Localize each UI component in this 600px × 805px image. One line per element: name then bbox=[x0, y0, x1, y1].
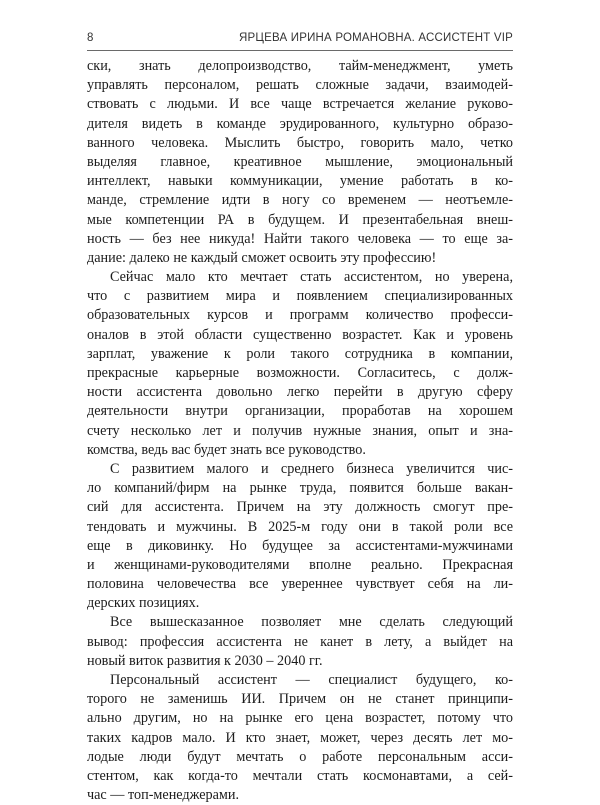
text-line: ванного человека. Мыслить быстро, говорить мало, четко bbox=[87, 134, 513, 151]
text-line: комства, ведь вас будет знать все руководство. bbox=[87, 441, 366, 458]
text-line: ло компаний/фирм на рынке труда, появится больше вакан- bbox=[87, 480, 513, 497]
text-line: новый виток развития к 2030 – 2040 гг. bbox=[87, 652, 323, 669]
paragraph-3 bbox=[87, 460, 513, 614]
text-line: дерских позициях. bbox=[87, 595, 200, 612]
running-title: ЯРЦЕВА ИРИНА РОМАНОВНА. АССИСТЕНТ VIP bbox=[239, 32, 513, 44]
text-line: выделяя главное, креативное мышление, эмоциональный bbox=[87, 153, 513, 170]
paragraph-4 bbox=[87, 613, 513, 671]
text-line: ности ассистента довольно легко перейти в другую сферу bbox=[87, 384, 513, 401]
text-line: оналов в этой области существенно возрастет. Как и уровень bbox=[87, 326, 513, 343]
text-line: ность — без нее никуда! Найти такого человека — то еще за- bbox=[87, 230, 513, 247]
text-line: вывод: профессия ассистента не канет в лету, а выйдет на bbox=[87, 633, 513, 650]
running-head bbox=[87, 32, 513, 50]
text-line: час — топ-менеджерами. bbox=[87, 787, 240, 804]
paragraph-5 bbox=[87, 671, 513, 805]
text-line: зарплат, уважение к роли такого сотрудника в компании, bbox=[87, 345, 513, 362]
text-line: ально другим, но на рынке его цена возрастет, потому что bbox=[87, 710, 513, 727]
text-line: Все вышесказанное позволяет мне сделать следующий bbox=[110, 614, 513, 631]
text-line: стентом, как когда-то мечтали стать космонавтами, а сей- bbox=[87, 767, 513, 784]
paragraph-2 bbox=[87, 268, 513, 460]
text-line: ски, знать делопроизводство, тайм-менеджмент, уметь bbox=[87, 58, 513, 74]
text-line: тендовать и мужчины. В 2025-м году они в такой роли все bbox=[87, 518, 513, 535]
text-line: ствовать с людьми. И все чаще встречается желание руково- bbox=[87, 96, 513, 113]
text-line: лодые люди будут мечтать о работе персональным асси- bbox=[87, 748, 513, 765]
text-line: прекрасные карьерные возможности. Согласитесь, с долж- bbox=[87, 365, 513, 381]
text-line: торого не заменишь ИИ. Причем он не станет принципи- bbox=[87, 691, 513, 708]
text-line: Персональный ассистент — специалист будущего, ко- bbox=[110, 672, 513, 688]
text-line: С развитием малого и среднего бизнеса увеличится чис- bbox=[110, 460, 513, 477]
text-line: образовательных курсов и программ количество професси- bbox=[87, 307, 513, 324]
page-number: 8 bbox=[87, 32, 94, 44]
text-line: мые компетенции РА в будущем. И презентабельная внеш- bbox=[87, 211, 513, 228]
text-line: и женщинами-руководителями вполне реально. Прекрасная bbox=[87, 556, 513, 573]
text-line: управлять персоналом, решать сложные задачи, взаимодей- bbox=[87, 77, 513, 94]
body-text bbox=[87, 57, 513, 805]
text-line: деятельности внутри организации, проработав на хорошем bbox=[87, 403, 513, 420]
text-line: манде, стремление идти в ногу со временем — неотъемле- bbox=[87, 192, 513, 209]
header-rule bbox=[87, 50, 513, 51]
paragraph-1 bbox=[87, 57, 513, 268]
text-line: Сейчас мало кто мечтает стать ассистентом, но уверена, bbox=[110, 269, 513, 286]
text-line: еще в диковинку. Но будущее за ассистентами-мужчинами bbox=[87, 537, 513, 554]
text-line: интеллект, навыки коммуникации, умение работать в ко- bbox=[87, 173, 513, 190]
text-line: таких кадров мало. И кто знает, может, через десять лет мо- bbox=[87, 729, 513, 746]
text-line: половина человечества все увереннее чувствует себя на ли- bbox=[87, 576, 513, 593]
text-line: сий для ассистента. Причем на эту должность смогут пре- bbox=[87, 499, 513, 516]
text-line: дителя видеть в команде эрудированного, культурно образо- bbox=[87, 115, 513, 132]
text-line: счету несколько лет и получив нужные знания, опыт и зна- bbox=[87, 422, 513, 439]
text-line: дание: далеко не каждый сможет освоить эту профессию! bbox=[87, 249, 437, 266]
text-line: что с развитием мира и появлением специализированных bbox=[87, 288, 513, 305]
